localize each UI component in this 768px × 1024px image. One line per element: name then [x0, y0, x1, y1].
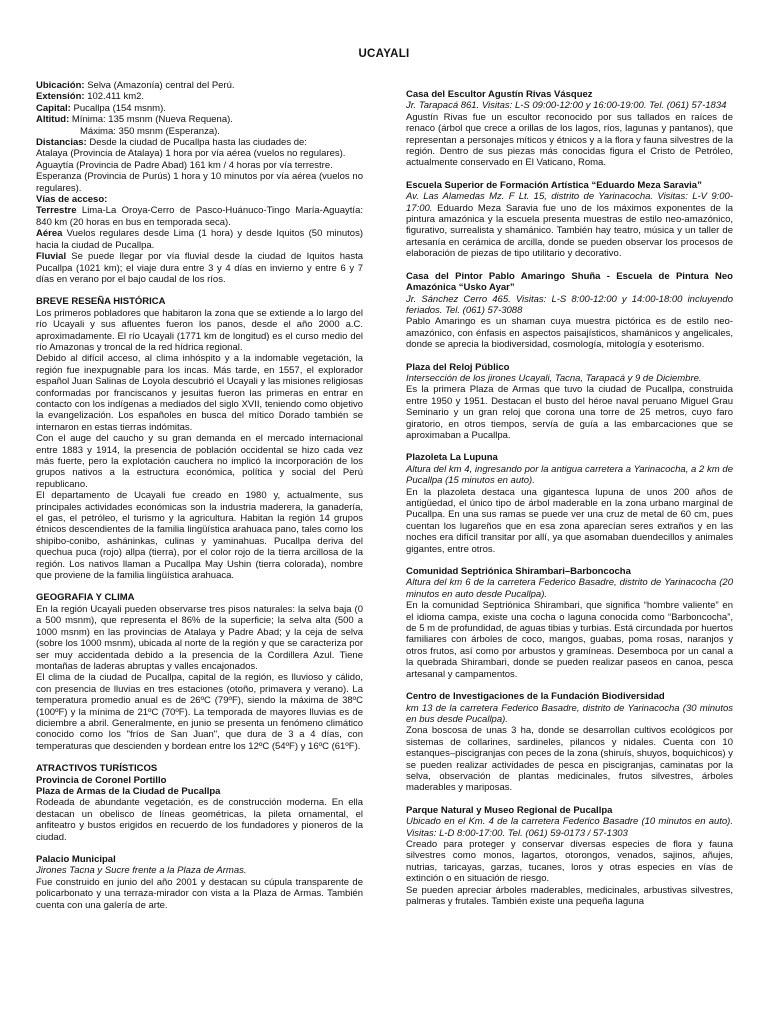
- escuela-paragraph: Eduardo Meza Saravia fue uno de los máximos exponentes de la pintura amazónica y la escuela presenta muestras de estilo neo-amazónico, figurativo, surrealista y shamánico. También hay teatro, música y un taller de artesanía en cerámica de arcilla, donde se pueden observar los procesos de elaboración de piezas de tipo utilitario y decorativo.: [406, 202, 733, 260]
- right-column: [406, 80, 733, 907]
- geografia-paragraph-1: En la región Ucayali pueden observarse tres pisos naturales: la selva baja (0 a 500 msnm), que representa el 86% de la superficie; la selva alta (500 a 1000 msnm) en las provincias de Atalaya y Padre Abad; y la ceja de selva (sobre los 1000 msnm), ubicada al norte de la región y que se caracteriza por ser muy accidentada debido a la presencia de la Cordillera Azul. Tiene montañas de laderas abruptas y valles encajonados.: [36, 603, 363, 672]
- palacio-heading: Palacio Municipal: [36, 854, 116, 865]
- ubicacion-line: [36, 80, 363, 91]
- terrestre-label: Terrestre: [36, 205, 77, 217]
- palacio-address: Jirones Tacna y Sucre frente a la Plaza de Armas.: [36, 865, 247, 877]
- shirambari-address: Altura del km 6 de la carretera Federico Basadre, distrito de Yarinacocha (20 minutos en auto desde Pucallpa).: [406, 577, 733, 600]
- aerea-value: Vuelos regulares desde Lima (1 hora) y desde Iquitos (50 minutos) hacia la ciudad de Pucallpa.: [36, 228, 363, 251]
- biodiversidad-paragraph: Zona boscosa de unas 3 ha, donde se desarrollan cultivos ecológicos por sistemas de collarines, sardineles, pilancos y nidales. Cuenta con 10 estanques–piscigranjas con peces de la zona (shiruís, shuyos, boquichicos) y se pueden realizar actividades de pesca en piscigranjas, caminatas por la selva, observación de plantas medicinales, frutos silvestres, árboles maderables y mariposas.: [406, 725, 733, 794]
- amaringo-address: Jr. Sánchez Cerro 465. Visitas: L-S 8:00-12:00 y 14:00-18:00 incluyendo feriados. Tel. (061) 57-3088: [406, 293, 733, 316]
- fluvial-value: Se puede llegar por vía fluvial desde la ciudad de Iquitos hasta Pucallpa (1021 km); el viaje dura entre 3 y 4 días en invierno y entre 6 y 7 días en verano por el bajo caudal de los ríos.: [36, 251, 363, 285]
- reloj-paragraph: Es la primera Plaza de Armas que tuvo la ciudad de Pucallpa, construida entre 1950 y 1951. Destacan el busto del héroe naval peruano Miguel Grau Seminario y un gran reloj que corona una torre de 25 metros, cuyo faro giratorio, en otros tiempos, servía de guía a las embarcaciones que se aproximaban a Pucallpa.: [406, 384, 733, 441]
- distancias-value: Desde la ciudad de Pucallpa hasta las ciudades de:: [86, 137, 307, 149]
- dist-aguaytia: Aguaytía (Provincia de Padre Abad) 161 km / 4 horas por vía terrestre.: [36, 159, 333, 171]
- dist-esperanza: Esperanza (Provincia de Purús) 1 hora y 10 minutos por vía aérea (vuelos no regulares).: [36, 171, 363, 194]
- escultor-address: Jr. Tarapacá 861. Visitas: L-S 09:00-12:00 y 16:00-19:00. Tel. (061) 57-1834: [406, 100, 727, 112]
- parque-paragraph-2: Se pueden apreciar árboles maderables, medicinales, arbustivas silvestres, palmeras y frutales. También existe una pequeña laguna: [406, 884, 733, 907]
- atractivos-heading: ATRACTIVOS TURÍSTICOS: [36, 763, 158, 775]
- dist-atalaya: Atalaya (Provincia de Atalaya) 1 hora por vía aérea (vuelos no regulares).: [36, 148, 346, 160]
- geografia-paragraph-2: El clima de la ciudad de Pucallpa, capital de la región, es lluvioso y cálido, con presencia de lluvias en tres estaciones (otoño, primavera y verano). La temperatura promedio anual es de 26ºC (79ºF), siendo la máxima de 38ºC (100ºF) y la mínima de 21ºC (70ºF). La temporada de mayores lluvias es de diciembre a abril. Generalmente, en junio se presenta un fenómeno climático conocido como los "fríos de San Juan", que dura de 3 a 4 días, con temperaturas que descienden y bordean entre los 12ºC (54ºF) y 16ºC (61ºF).: [36, 672, 363, 752]
- reloj-heading: Plaza del Reloj Público: [406, 361, 510, 373]
- ubicacion-value: Selva (Amazonía) central del Perú.: [84, 80, 235, 91]
- escuela-address: Av. Las Alamedas Mz. F Lt. 15, distrito de Yarinacocha. Visitas: L-V 9:00-17:00.: [406, 191, 733, 214]
- lupuna-paragraph: En la plazoleta destaca una gigantesca lupuna de unos 200 años de antigüedad, el único tipo de árbol maderable en la zona urbano marginal de Pucallpa. En una sus ramas se puede ver una cruz de metal de 60 cm, pues cuentan los lugareños que en esa zona aparecían seres extraños y en las noches era difícil transitar por allí, ya que asomaban duendecillos y animales gigantes, entre otros.: [406, 486, 733, 555]
- altitud-line: [36, 114, 363, 125]
- resena-paragraph-1: Los primeros pobladores que habitaron la zona que se extiende a lo largo del río Ucayali y sus afluentes fueron los panos, desde el año 2000 a.C. aproximadamente. El río Ucayali (1771 km de longitud) es el curso medio del río Amazonas y troncal de la red hídrica regional.: [36, 307, 363, 353]
- biodiversidad-heading: Centro de Investigaciones de la Fundación Biodiversidad: [406, 691, 665, 703]
- left-column: [36, 80, 363, 911]
- escuela-text: [406, 191, 733, 259]
- extension-value: 102.411 km2.: [84, 91, 145, 103]
- ubicacion-label: Ubicación:: [36, 80, 85, 91]
- plaza-armas-paragraph: Rodeada de abundante vegetación, es de construcción moderna. En ella destacan un obelisco de líneas geométricas, la pileta ornamental, el anfiteatro y bustos erigidos en recuerdo de los fundadores y pioneros de la ciudad.: [36, 797, 363, 843]
- resena-paragraph-4: El departamento de Ucayali fue creado en 1980 y, actualmente, sus principales actividades económicas son la industria maderera, la ganadería, el gas, el petróleo, el turismo y la agricultura. Habitan la región 14 grupos étnicos descendientes de la familia lingüística arahuaca pano, tales como los shipibo-conibo, asháninkas, culinas y yaminahuas. Pucallpa deriva del quechua puca (rojo) allpa (tierra), por el color rojo de la tierra arcillosa de la región. Los nativos llaman a Pucallpa May Ushin (tierra colorada), nombre que proviene de la familia lingüística arahuaca.: [36, 490, 363, 582]
- resena-heading: BREVE RESEÑA HISTÓRICA: [36, 296, 166, 308]
- capital-label: Capital:: [36, 102, 71, 114]
- escuela-heading: Escuela Superior de Formación Artística “Eduardo Meza Saravia”: [406, 179, 702, 191]
- distancias-label: Distancias:: [36, 137, 87, 149]
- geografia-heading: GEOGRAFIA Y CLIMA: [36, 592, 135, 604]
- resena-paragraph-2: Debido al difícil acceso, al clima inhóspito y a la indomable vegetación, la región fue inexpugnable para los incas. Más tarde, en 1557, el explorador español Juan Salinas de Loyola descubrió el Ucayali y las misiones religiosas conformadas por franciscanos y jesuitas fueron las primeras en entrar en contacto con los indígenas a mediados del siglo XVII, teniendo como objetivo la evangelización. Los españoles en busca del mítico Dorado también se internaron en estas tierras indómitas.: [36, 353, 363, 433]
- capital-line: [36, 103, 363, 114]
- lupuna-address: Altura del km 4, ingresando por la antigua carretera a Yarinacocha, a 2 km de Pucallpa (15 minutos en auto).: [406, 463, 733, 487]
- aerea-line: [36, 228, 363, 251]
- shirambari-heading: Comunidad Septriónica Shirambari–Barboncocha: [406, 566, 631, 578]
- altitud-label: Altitud:: [36, 114, 70, 126]
- fluvial-line: [36, 251, 363, 285]
- vias-label: Vías de acceso:: [36, 194, 108, 206]
- reloj-address: Intersección de los jirones Ucayali, Tacna, Tarapacá y 9 de Diciembre.: [406, 372, 702, 384]
- shirambari-paragraph: En la comunidad Septriónica Shirambari, que significa “hombre valiente” en el idioma campa, existe una cocha o laguna conocida como “Barboncocha”, de 5 m de profundidad, de aguas tibias y turbias. Está circundada por huertos familiares con árboles de coco, mangos, guabas, poma rosas, naranjos y otros frutos, así como por arbustos y gramíneas. Desemboca por un canal a la quebrada Shirambari, donde se pueden realizar paseos en canoa, pesca artesanal y campamentos.: [406, 600, 733, 680]
- parque-heading: Parque Natural y Museo Regional de Pucallpa: [406, 804, 613, 816]
- biodiversidad-address: km 13 de la carretera Federico Basadre, distrito de Yarinacocha (30 minutos en bus desde Pucallpa).: [406, 702, 733, 725]
- aerea-label: Aérea: [36, 228, 63, 240]
- amaringo-heading: Casa del Pintor Pablo Amaringo Shuña - Escuela de Pintura Neo Amazónica “Usko Ayar”: [406, 270, 733, 294]
- lupuna-heading: Plazoleta La Lupuna: [406, 452, 498, 464]
- terrestre-line: [36, 205, 363, 228]
- parque-paragraph-1: Creado para proteger y conservar diversas especies de flora y fauna silvestres como monos, lagartos, otorongos, venados, sajinos, añujes, nutrias, taricayas, garzas, tucanes, loros y otras especies en vías de extinción o en situación de riesgo.: [406, 838, 733, 885]
- fluvial-label: Fluvial: [36, 251, 67, 263]
- escultor-paragraph: Agustín Rivas fue un escultor reconocido por sus tallados en raíces de renaco (árbol que crece a orillas de los lagos, ríos, lagunas y pantanos), que representan a personajes míticos y étnicos y a la flora y fauna silvestres de la región. Dentro de sus piezas más conocidas figura el Cristo de Petróleo, actualmente conservado en El Vaticano, Roma.: [406, 111, 733, 169]
- plaza-armas-heading: Plaza de Armas de la Ciudad de Pucallpa: [36, 785, 221, 797]
- capital-value: Pucallpa (154 msnm).: [70, 102, 166, 114]
- distancias-line: [36, 137, 363, 148]
- altitud-min: Mínima: 135 msnm (Nueva Requena).: [69, 114, 233, 126]
- escultor-heading: Casa del Escultor Agustín Rivas Vásquez: [406, 89, 593, 100]
- parque-address: Ubicado en el Km. 4 de la carretera Federico Basadre (10 minutos en auto). Visitas: L-D 8:00-17:00. Tel. (061) 59-0173 / 57-1303: [406, 816, 733, 839]
- resena-paragraph-3: Con el auge del caucho y su gran demanda en el mercado internacional entre 1883 y 1914, la presencia de población occidental se hizo cada vez más fuerte, pero la explotación cauchera no implicó la incorporación de los grupos nativos a la estructura económica, política y social del Perú republicano.: [36, 433, 363, 490]
- page-title: UCAYALI: [358, 48, 410, 60]
- amaringo-paragraph: Pablo Amaringo es un shaman cuya muestra pictórica es de estilo neo-amazónico, con énfasis en aspectos paisajísticos, shamánicos y angelicales, donde se aprecia la biodiversidad, cosmología, mitología y esoterismo.: [406, 316, 733, 351]
- palacio-paragraph: Fue construido en junio del año 2001 y destacan su cúpula transparente de policarbonato y una terraza-mirador con vista a la Plaza de Armas. También cuenta con una galería de arte.: [36, 876, 363, 911]
- altitud-max: Máxima: 350 msnm (Esperanza).: [80, 125, 220, 137]
- extension-label: Extensión:: [36, 91, 85, 103]
- provincia-heading: Provincia de Coronel Portillo: [36, 774, 167, 786]
- extension-line: [36, 91, 363, 102]
- terrestre-value: Lima-La Oroya-Cerro de Pasco-Huánuco-Tingo María-Aguaytía: 840 km (20 horas en bus en temporada seca).: [36, 205, 363, 228]
